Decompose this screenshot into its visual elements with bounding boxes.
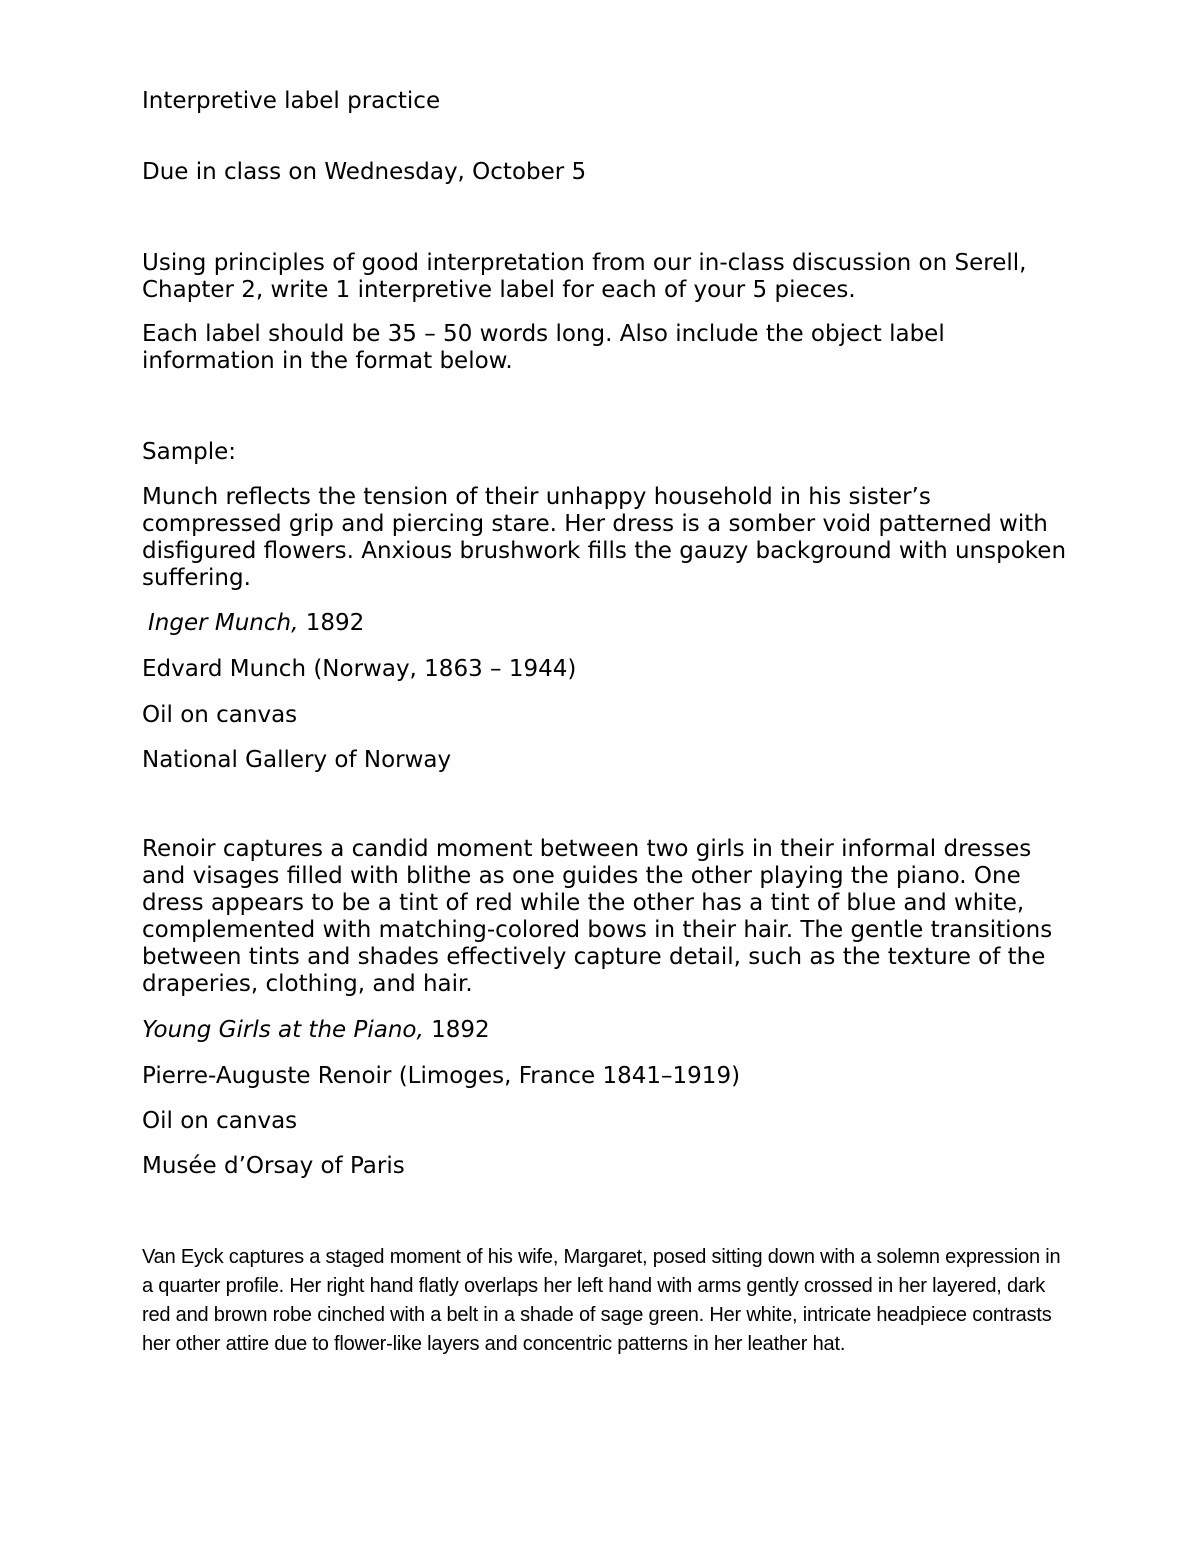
artwork-year: 1892 [423,1017,490,1043]
collection-line: Musée d’Orsay of Paris [142,1153,405,1179]
document-title: Interpretive label practice [142,88,441,114]
object-title-line [142,610,1072,637]
artwork-year: 1892 [298,610,365,636]
artist-line: Pierre-Auguste Renoir (Limoges, France 1841–1919) [142,1063,741,1089]
object-title-line [142,1017,1072,1044]
medium-line: Oil on canvas [142,702,298,728]
sample-heading: Sample: [142,439,236,465]
instruction-paragraph: Using principles of good interpretation from our in-class discussion on Serell, Chapter 2, write 1 interpretive label for each of your 5 pieces. [142,250,1027,303]
artwork-title: Young Girls at the Piano, [142,1017,424,1043]
interpretive-label-text: Van Eyck captures a staged moment of his wife, Margaret, posed sitting down with a solemn expression in a quarter profile. Her right hand flatly overlaps her left hand with arms gently crossed in her layered, dark red and brown robe cinched with a belt in a shade of sage green. Her white, intricate headpiece contrasts her other attire due to flower-like layers and concentric patterns in her leather hat. [142,1246,1061,1355]
artist-line: Edvard Munch (Norway, 1863 – 1944) [142,656,577,682]
medium-line: Oil on canvas [142,1108,298,1134]
interpretive-label-text: Munch reflects the tension of their unhappy household in his sister’s compressed grip and piercing stare. Her dress is a somber void patterned with disfigured flowers. Anxious brushwork fills the gauzy background with unspoken suffering. [142,484,1067,591]
interpretive-label-text: Renoir captures a candid moment between two girls in their informal dresses and visages filled with blithe as one guides the other playing the piano. One dress appears to be a tint of red while the other has a tint of blue and white, complemented with matching-colored bows in their hair. The gentle transitions between tints and shades effectively capture detail, such as the texture of the draperies, clothing, and hair. [142,836,1053,997]
instruction-paragraph: Each label should be 35 – 50 words long. Also include the object label information in the format below. [142,321,945,374]
due-date: Due in class on Wednesday, October 5 [142,159,587,185]
collection-line: National Gallery of Norway [142,747,452,773]
artwork-title: Inger Munch, [148,610,299,636]
